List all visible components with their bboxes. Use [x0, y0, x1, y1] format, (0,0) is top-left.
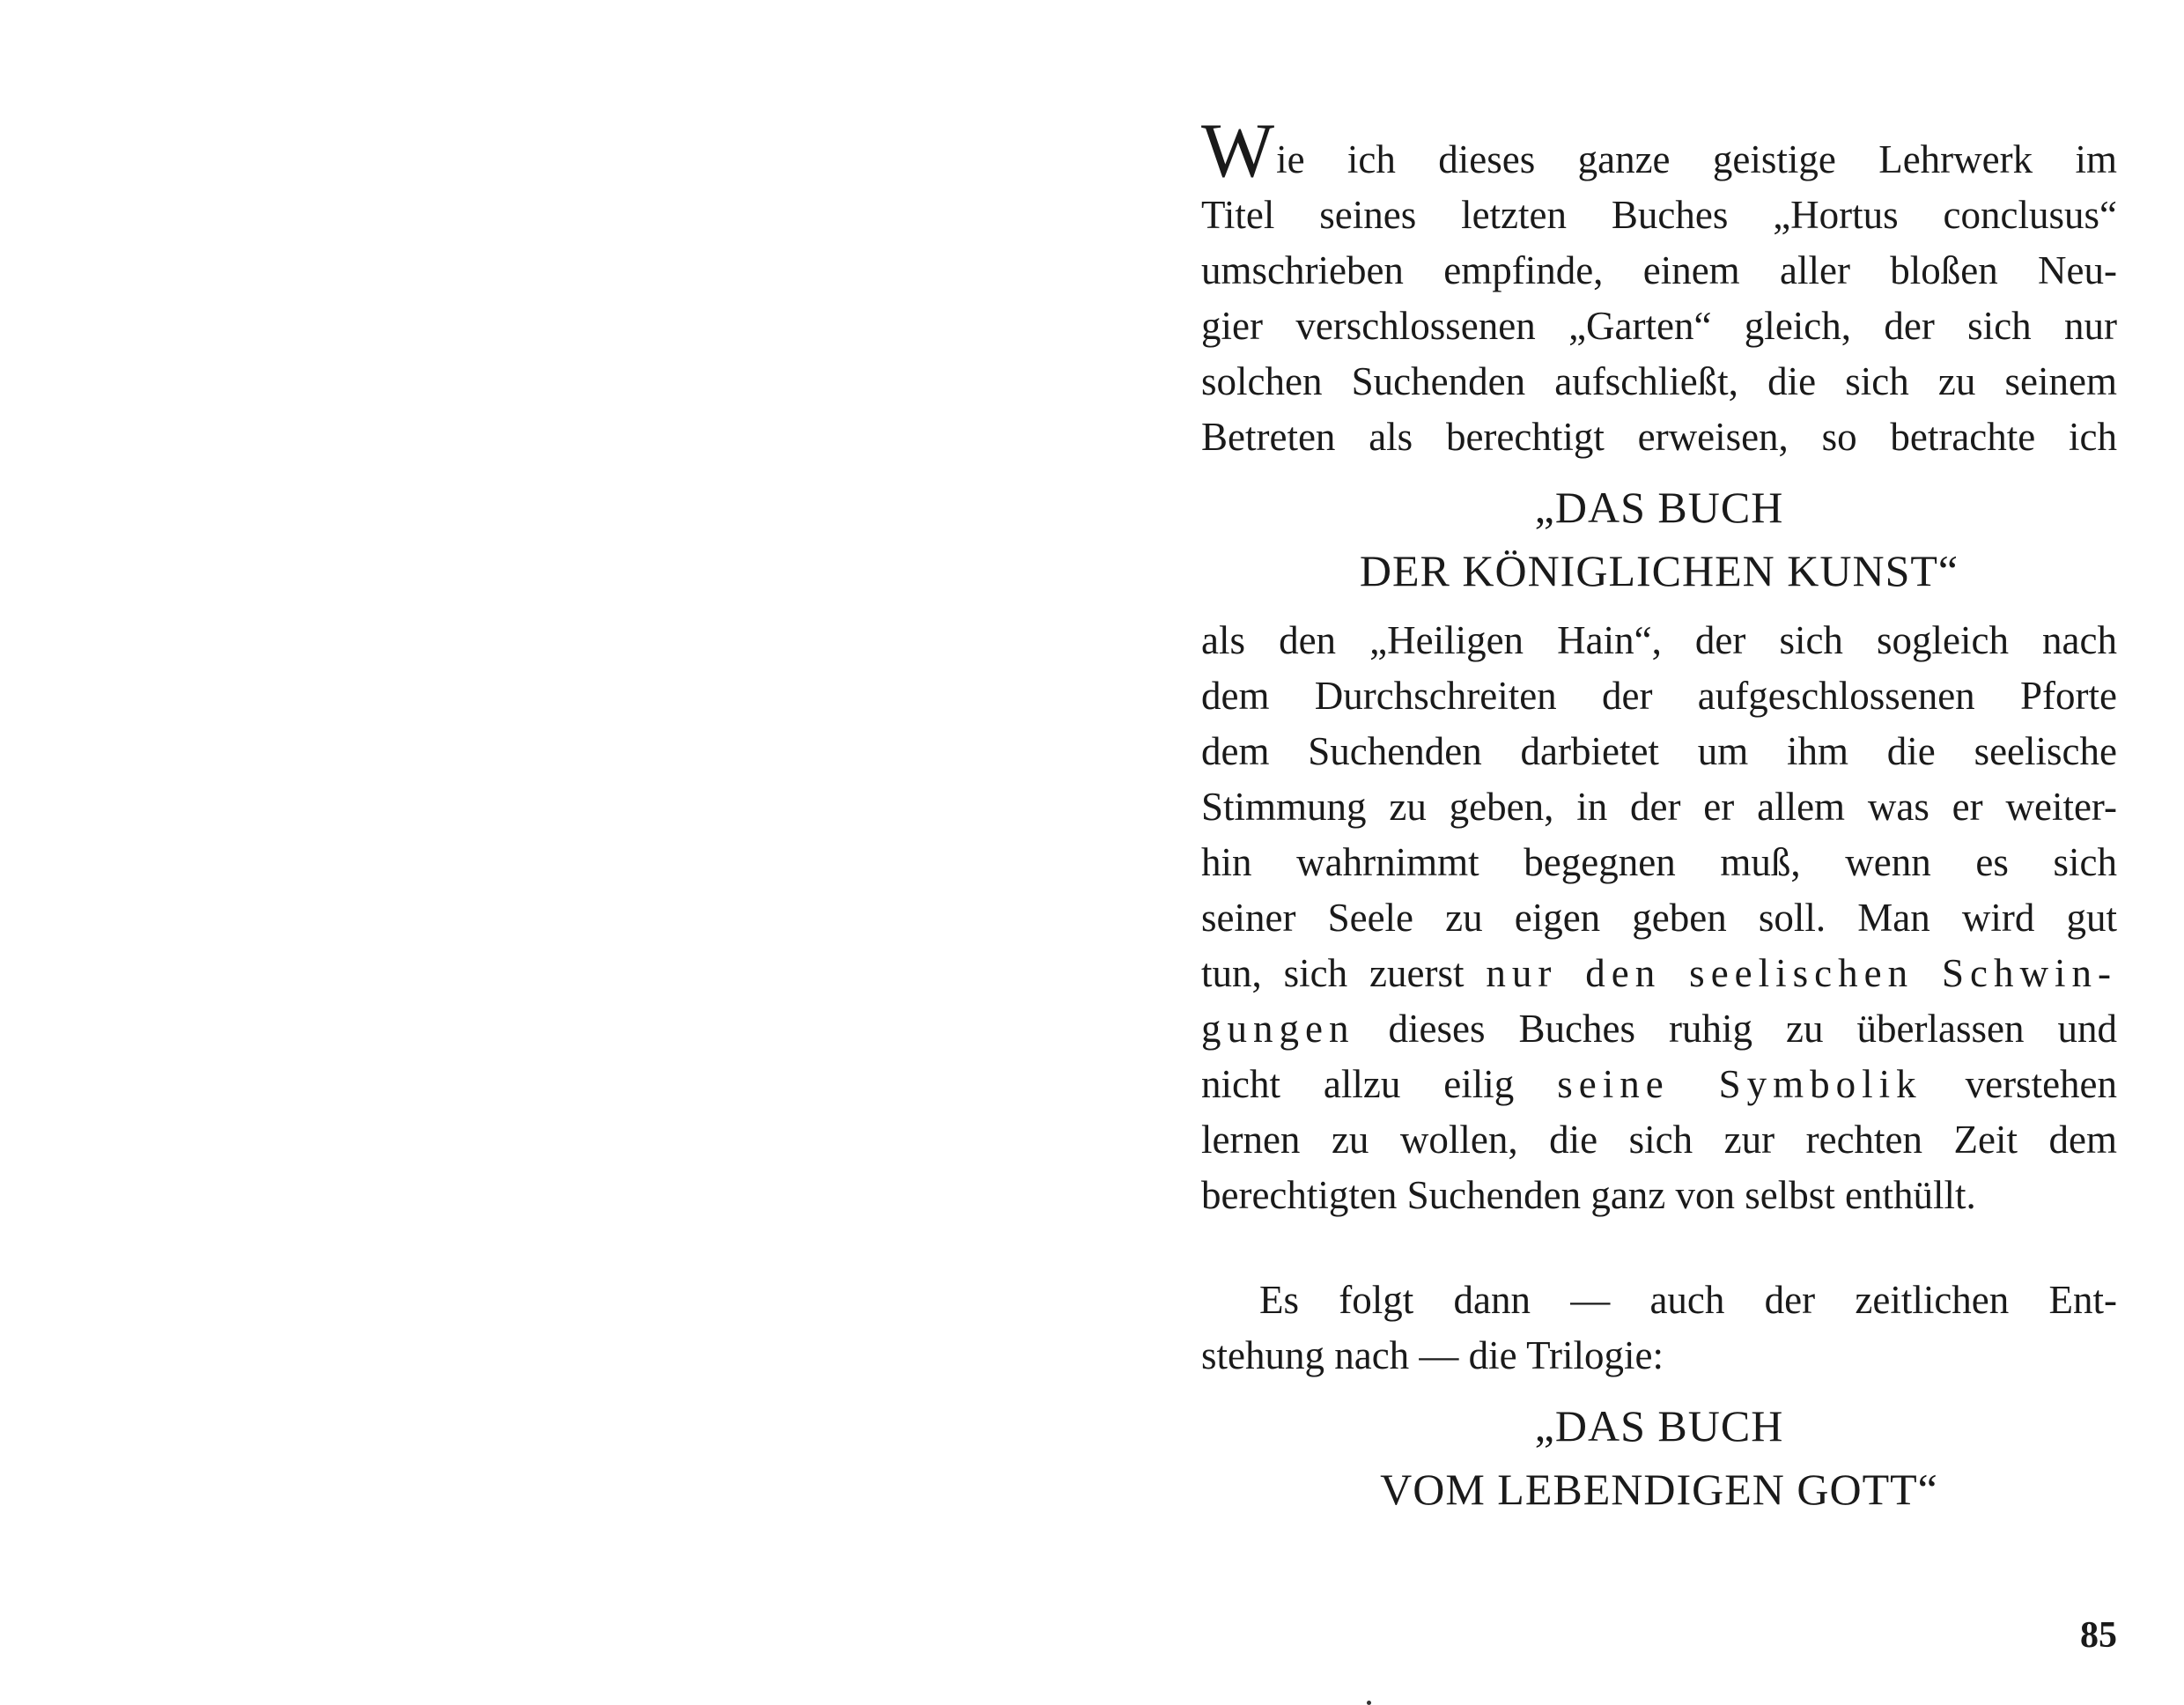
text-line: stehung nach — die Trilogie: — [1201, 1333, 1664, 1377]
text-line: lernen zu wollen, die sich zur rechten Zeit dem — [1201, 1118, 2117, 1162]
text-line: Betreten als berechtigt erweisen, so betrachte ich — [1201, 415, 2117, 459]
text-line: solchen Suchenden aufschließt, die sich zu seinem — [1201, 359, 2117, 403]
text-line: Titel seines letzten Buches „Hortus conclusus“ — [1201, 193, 2117, 237]
spaced-emphasis: gungen — [1201, 1007, 1355, 1051]
text-line: hin wahrnimmt begegnen muß, wenn es sich — [1201, 840, 2117, 884]
text-line: umschrieben empfinde, einem aller bloßen Neu- — [1201, 248, 2117, 292]
text-line: nicht allzu eilig seine Symbolik verstehen — [1201, 1062, 2118, 1106]
heading-line: „DAS BUCH — [1534, 1401, 1784, 1450]
text-line: gungen dieses Buches ruhig zu überlassen und — [1201, 1007, 2117, 1051]
text-line: tun, sich zuerst nur den seelischen Schwin- — [1201, 951, 2117, 995]
paragraph-3 — [1201, 1273, 2117, 1384]
text-line: berechtigten Suchenden ganz von selbst enthüllt. — [1201, 1173, 1976, 1217]
print-speck — [1367, 1701, 1371, 1705]
paragraph-2 — [1201, 613, 2117, 1223]
right-page-text — [1201, 108, 2118, 1521]
book-title-heading-2 — [1201, 1394, 2117, 1521]
text-line: Stimmung zu geben, in der er allem was er weiter- — [1201, 785, 2117, 829]
spaced-emphasis: nur den seelischen Schwin- — [1486, 951, 2117, 995]
heading-line: VOM LEBENDIGEN GOTT“ — [1380, 1465, 1938, 1514]
paragraph-1 — [1201, 108, 2117, 465]
page-number: 85 — [2080, 1615, 2117, 1656]
blank-left-page — [0, 0, 1092, 1691]
heading-line: DER KÖNIGLICHEN KUNST“ — [1359, 546, 1959, 595]
text-line: seiner Seele zu eigen geben soll. Man wird gut — [1201, 896, 2117, 940]
text-line: Wie ich dieses ganze geistige Lehrwerk im — [1201, 108, 2117, 194]
drop-cap: W — [1201, 108, 1275, 194]
spaced-emphasis: seine Symbolik — [1557, 1062, 1922, 1106]
text-line: dem Durchschreiten der aufgeschlossenen Pforte — [1201, 674, 2117, 718]
heading-line: „DAS BUCH — [1534, 483, 1784, 532]
text-line: gier verschlossenen „Garten“ gleich, der sich nur — [1201, 304, 2117, 348]
book-title-heading-1 — [1201, 476, 2117, 602]
text-line: dem Suchenden darbietet um ihm die seelische — [1201, 729, 2117, 773]
text-line: Es folgt dann — auch der zeitlichen Ent- — [1259, 1278, 2117, 1322]
text-line: als den „Heiligen Hain“, der sich sogleich nach — [1201, 618, 2117, 662]
